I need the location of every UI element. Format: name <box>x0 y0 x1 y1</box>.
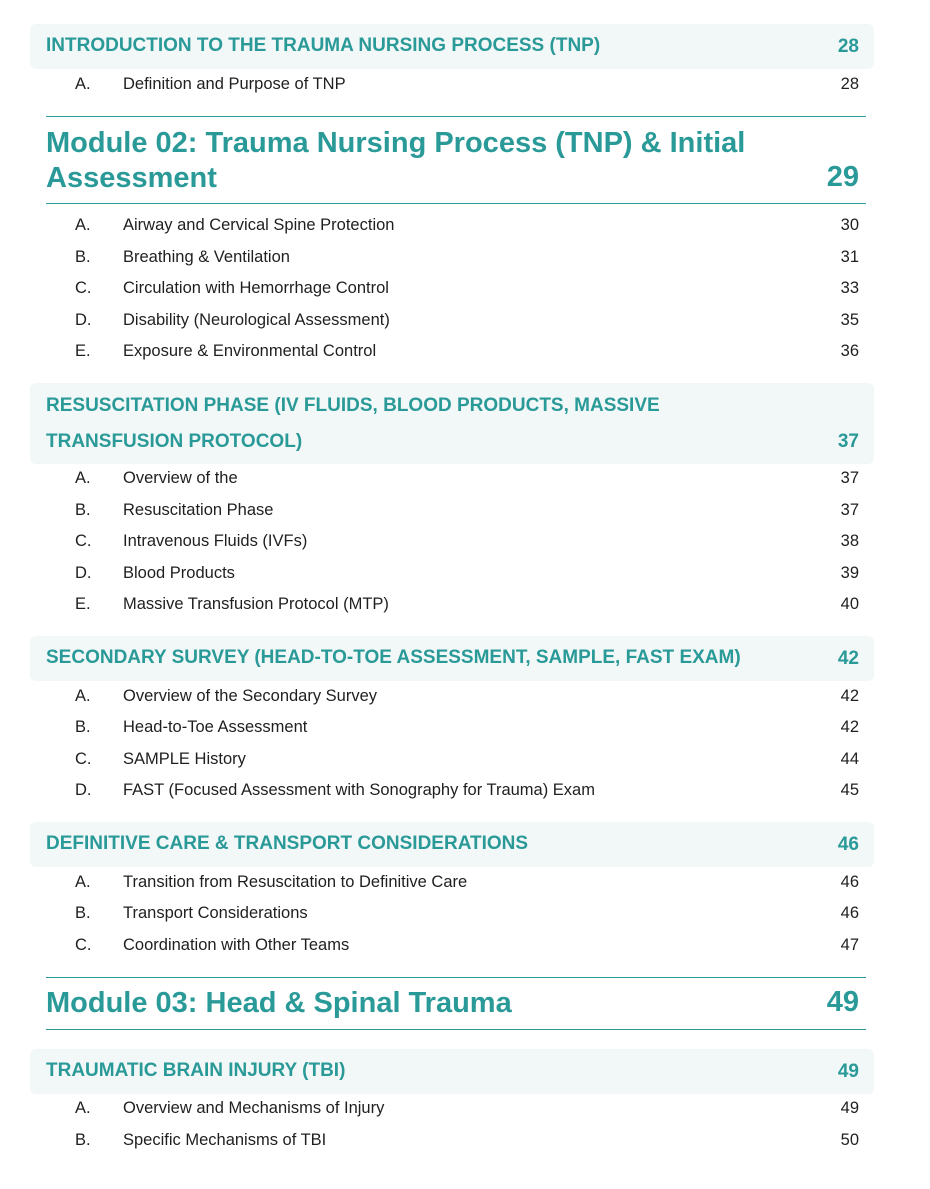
toc-item-page[interactable]: 46 <box>840 873 859 891</box>
toc-item-page[interactable]: 44 <box>840 750 859 768</box>
toc-item-link[interactable]: SAMPLE History <box>123 750 246 768</box>
module-title-03[interactable]: Module 03: Head & Spinal Trauma <box>46 987 512 1019</box>
module-divider <box>46 977 866 978</box>
section-title-resuscitation[interactable]: RESUSCITATION PHASE (IV FLUIDS, BLOOD PRODUCTS, MASSIVE TRANSFUSION PROTOCOL) <box>46 395 660 452</box>
toc-item-link[interactable]: Head-to-Toe Assessment <box>123 718 308 736</box>
module-divider <box>46 203 866 204</box>
toc-item-page[interactable]: 31 <box>840 248 859 266</box>
toc-item-letter: C. <box>75 936 92 954</box>
section-page-secondary-survey[interactable]: 42 <box>837 648 859 669</box>
toc-item-link[interactable]: Disability (Neurological Assessment) <box>123 311 390 329</box>
toc-item-page[interactable]: 38 <box>840 532 859 550</box>
section-title-intro[interactable]: INTRODUCTION TO THE TRAUMA NURSING PROCESS (TNP) <box>46 35 601 56</box>
toc-item-letter: C. <box>75 279 92 297</box>
module-page-03[interactable]: 49 <box>826 986 859 1018</box>
toc-item-letter: A. <box>75 469 91 487</box>
toc-item-page[interactable]: 42 <box>840 687 859 705</box>
toc-item-letter: B. <box>75 248 91 266</box>
toc-item-link[interactable]: Resuscitation Phase <box>123 501 274 519</box>
toc-item-letter: D. <box>75 564 92 582</box>
module-divider <box>46 116 866 117</box>
toc-item-link[interactable]: Airway and Cervical Spine Protection <box>123 216 395 234</box>
toc-item-letter: E. <box>75 595 91 613</box>
toc-item-page[interactable]: 46 <box>840 904 859 922</box>
section-page-definitive-care[interactable]: 46 <box>837 834 859 855</box>
toc-item-link[interactable]: Exposure & Environmental Control <box>123 342 377 360</box>
toc-item-letter: A. <box>75 873 91 891</box>
toc-item-letter: A. <box>75 687 91 705</box>
toc-item-letter: D. <box>75 311 92 329</box>
toc-item-letter: A. <box>75 216 91 234</box>
toc-item-letter: A. <box>75 1099 91 1117</box>
section-page-tbi[interactable]: 49 <box>837 1061 859 1082</box>
toc-item-letter: B. <box>75 501 91 519</box>
toc-item-link[interactable]: Definition and Purpose of TNP <box>123 75 346 93</box>
toc-item-page[interactable]: 36 <box>840 342 859 360</box>
toc-item-link[interactable]: Overview and Mechanisms of Injury <box>123 1099 385 1117</box>
section-page-intro[interactable]: 28 <box>837 36 859 57</box>
toc-item-page[interactable]: 37 <box>840 501 859 519</box>
toc-item-page[interactable]: 50 <box>840 1131 859 1149</box>
toc-item-letter: B. <box>75 1131 91 1149</box>
toc-item-page[interactable]: 45 <box>840 781 859 799</box>
toc-item-page[interactable]: 37 <box>840 469 859 487</box>
toc-item-link[interactable]: Breathing & Ventilation <box>123 248 290 266</box>
section-title-definitive-care[interactable]: DEFINITIVE CARE & TRANSPORT CONSIDERATIONS <box>46 833 529 854</box>
toc-item-link[interactable]: Circulation with Hemorrhage Control <box>123 279 389 297</box>
toc-item-page[interactable]: 39 <box>840 564 859 582</box>
toc-item-link[interactable]: Transport Considerations <box>123 904 308 922</box>
toc-item-page[interactable]: 35 <box>840 311 859 329</box>
toc-item-letter: E. <box>75 342 91 360</box>
module-divider <box>46 1029 866 1030</box>
toc-item-page[interactable]: 47 <box>840 936 859 954</box>
section-title-tbi[interactable]: TRAUMATIC BRAIN INJURY (TBI) <box>46 1060 346 1081</box>
toc-item-link[interactable]: Intravenous Fluids (IVFs) <box>123 532 308 550</box>
toc-item-page[interactable]: 28 <box>840 75 859 93</box>
toc-item-link[interactable]: Massive Transfusion Protocol (MTP) <box>123 595 389 613</box>
toc-item-letter: C. <box>75 750 92 768</box>
toc-item-page[interactable]: 30 <box>840 216 859 234</box>
toc-item-link[interactable]: Transition from Resuscitation to Definitive Care <box>123 873 468 891</box>
toc-item-page[interactable]: 33 <box>840 279 859 297</box>
toc-item-letter: A. <box>75 75 91 93</box>
toc-item-letter: B. <box>75 904 91 922</box>
section-page-resuscitation[interactable]: 37 <box>837 431 859 452</box>
toc-item-link[interactable]: FAST (Focused Assessment with Sonography for Trauma) Exam <box>123 781 595 799</box>
toc-item-letter: D. <box>75 781 92 799</box>
module-page-02[interactable]: 29 <box>826 161 859 193</box>
toc-item-link[interactable]: Blood Products <box>123 564 235 582</box>
toc-item-page[interactable]: 40 <box>840 595 859 613</box>
toc-item-letter: B. <box>75 718 91 736</box>
toc-item-page[interactable]: 49 <box>840 1099 859 1117</box>
toc-item-letter: C. <box>75 532 92 550</box>
toc-item-link[interactable]: Specific Mechanisms of TBI <box>123 1131 327 1149</box>
section-title-secondary-survey[interactable]: SECONDARY SURVEY (HEAD-TO-TOE ASSESSMENT, SAMPLE, FAST EXAM) <box>46 647 741 668</box>
toc-item-link[interactable]: Overview of the Secondary Survey <box>123 687 378 705</box>
toc-item-page[interactable]: 42 <box>840 718 859 736</box>
toc-item-link[interactable]: Overview of the <box>123 469 238 487</box>
module-title-02[interactable]: Module 02: Trauma Nursing Process (TNP) & Initial Assessment <box>46 127 746 194</box>
toc-item-link[interactable]: Coordination with Other Teams <box>123 936 350 954</box>
